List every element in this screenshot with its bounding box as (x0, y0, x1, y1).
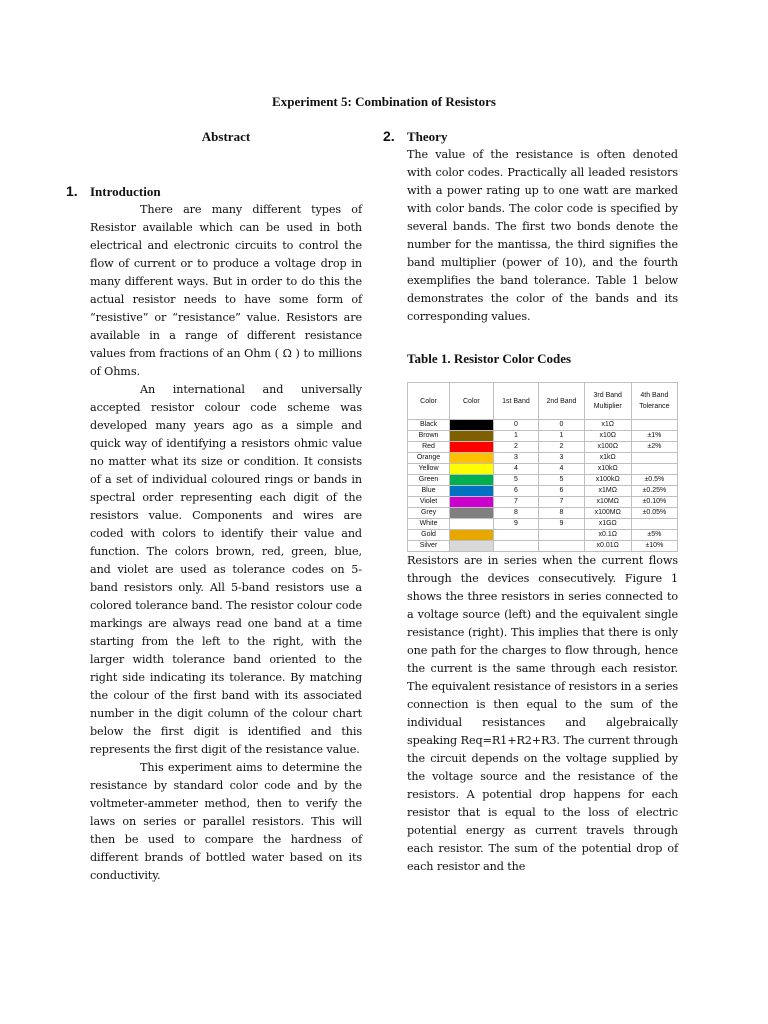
header-cell: 4th Band Tolerance (631, 383, 677, 420)
color-name-cell: Blue (408, 486, 450, 497)
color-name-cell: Orange (408, 453, 450, 464)
color-swatch-cell (450, 431, 494, 442)
first-band-cell (493, 530, 539, 541)
header-cell: 1st Band (493, 383, 539, 420)
color-swatch-cell (450, 519, 494, 530)
color-name-cell: Silver (408, 541, 450, 552)
multiplier-cell: x1Ω (584, 420, 631, 431)
color-name-cell: Green (408, 475, 450, 486)
color-swatch-cell (450, 508, 494, 519)
first-band-cell: 6 (493, 486, 539, 497)
multiplier-cell: x10kΩ (584, 464, 631, 475)
theory-section (383, 128, 678, 876)
first-band-cell: 4 (493, 464, 539, 475)
color-swatch-cell (450, 486, 494, 497)
multiplier-cell: x10MΩ (584, 497, 631, 508)
color-swatch-cell (450, 497, 494, 508)
second-band-cell: 8 (539, 508, 585, 519)
table-row (408, 420, 678, 431)
multiplier-cell: x1kΩ (584, 453, 631, 464)
first-band-cell: 1 (493, 431, 539, 442)
second-band-cell: 5 (539, 475, 585, 486)
multiplier-cell: x100MΩ (584, 508, 631, 519)
table-row (408, 486, 678, 497)
second-band-cell: 3 (539, 453, 585, 464)
tolerance-cell (631, 464, 677, 475)
theory-paragraph-1: The value of the resistance is often denoted with color codes. Practically all leaded resistors with a power rating up to one watt are marked with color bands. The color code is specified by several bands. The first two bonds denote the number for the mantissa, the third signifies the band multiplier (power of 10), and the fourth exemplifies the band tolerance. Table 1 below demonstrates the color of the bands and its corresponding values. (407, 148, 678, 323)
color-swatch-cell (450, 453, 494, 464)
multiplier-cell: x0.1Ω (584, 530, 631, 541)
first-band-cell: 0 (493, 420, 539, 431)
table-row (408, 508, 678, 519)
first-band-cell (493, 541, 539, 552)
tolerance-cell: ±5% (631, 530, 677, 541)
second-band-cell: 4 (539, 464, 585, 475)
second-band-cell: 9 (539, 519, 585, 530)
tolerance-cell: ±10% (631, 541, 677, 552)
introduction-section (66, 183, 362, 885)
multiplier-cell: x10Ω (584, 431, 631, 442)
multiplier-cell: x1MΩ (584, 486, 631, 497)
tolerance-cell (631, 420, 677, 431)
table-row (408, 497, 678, 508)
color-swatch-cell (450, 420, 494, 431)
tolerance-cell: ±0.25% (631, 486, 677, 497)
second-band-cell: 7 (539, 497, 585, 508)
theory-paragraph-2: Resistors are in series when the current flows through the devices consecutively. Figure 1 shows the three resistors in series connected to a voltage source (left) and the equivalent single resistance (right). This implies that there is only one path for the charges to flow through, hence the current is the same through each resistor. The equivalent resistance of resistors in a series connection is then equal to the sum of the individual resistances and algebraically speaking Req=R1+R2+R3. The current through the circuit depends on the voltage supplied by the voltage source and the resistance of the resistors. A potential drop happens for each resistor that is equal to the loss of electric potential energy as current travels through each resistor. The sum of the potential drop of each resistor and the (407, 554, 678, 873)
table-row (408, 475, 678, 486)
intro-paragraph-1: There are many different types of Resistor available which can be used in both electrical and electronic circuits to control the flow of current or to produce a voltage drop in many different ways. But in order to do this the actual resistor needs to have some form of “resistive” or “resistance” value. Resistors are available in a range of different resistance values from fractions of an Ohm ( Ω ) to millions of Ohms. (90, 203, 362, 378)
introduction-heading: Introduction (90, 184, 161, 199)
second-band-cell: 6 (539, 486, 585, 497)
color-name-cell: Grey (408, 508, 450, 519)
second-band-cell (539, 530, 585, 541)
abstract-heading: Abstract (201, 129, 251, 144)
second-band-cell: 0 (539, 420, 585, 431)
table-row (408, 541, 678, 552)
document-title: Experiment 5: Combination of Resistors (272, 94, 496, 109)
tolerance-cell (631, 519, 677, 530)
color-name-cell: Black (408, 420, 450, 431)
section-number: 2. (383, 128, 395, 144)
first-band-cell: 9 (493, 519, 539, 530)
intro-paragraph-3: This experiment aims to determine the resistance by standard color code and by the voltmeter-ammeter method, then to verify the laws on series or parallel resistors. This will then be used to compare the hardness of different brands of bottled water based on its conductivity. (90, 761, 362, 882)
first-band-cell: 5 (493, 475, 539, 486)
table-row (408, 530, 678, 541)
multiplier-cell: x1GΩ (584, 519, 631, 530)
tolerance-cell: ±0.5% (631, 475, 677, 486)
first-band-cell: 2 (493, 442, 539, 453)
table-row (408, 453, 678, 464)
table-header-row (408, 383, 678, 420)
color-name-cell: Red (408, 442, 450, 453)
right-column (383, 128, 678, 876)
header-cell: Color (408, 383, 450, 420)
second-band-cell: 1 (539, 431, 585, 442)
second-band-cell (539, 541, 585, 552)
header-cell: 2nd Band (539, 383, 585, 420)
section-number: 1. (66, 183, 78, 199)
tolerance-cell (631, 453, 677, 464)
multiplier-cell: x100Ω (584, 442, 631, 453)
first-band-cell: 7 (493, 497, 539, 508)
color-name-cell: White (408, 519, 450, 530)
color-swatch-cell (450, 442, 494, 453)
color-swatch-cell (450, 541, 494, 552)
color-name-cell: Violet (408, 497, 450, 508)
color-name-cell: Yellow (408, 464, 450, 475)
color-name-cell: Brown (408, 431, 450, 442)
table-row (408, 519, 678, 530)
theory-heading: Theory (407, 129, 448, 144)
tolerance-cell: ±1% (631, 431, 677, 442)
multiplier-cell: x0.01Ω (584, 541, 631, 552)
table-row (408, 442, 678, 453)
intro-paragraph-2: An international and universally accepted resistor colour code scheme was developed many years ago as a simple and quick way of identifying a resistors ohmic value no matter what its size or condition. It consists of a set of individual coloured rings or bands in spectral order representing each digit of the resistors value. Components and wires are coded with colors to identify their value and function. The colors brown, red, green, blue, and violet are used as tolerance codes on 5-band resistors only. All 5-band resistors use a colored tolerance band. The resistor colour code markings are always read one band at a time starting from the left to the right, with the larger width tolerance band oriented to the right side indicating its tolerance. By matching the colour of the first band with its associated number in the digit column of the colour chart below the first digit is identified and this represents the first digit of the resistance value. (90, 383, 362, 756)
header-cell: Color (450, 383, 494, 420)
color-swatch-cell (450, 464, 494, 475)
table-row (408, 464, 678, 475)
color-name-cell: Gold (408, 530, 450, 541)
table-row (408, 431, 678, 442)
second-band-cell: 2 (539, 442, 585, 453)
tolerance-cell: ±2% (631, 442, 677, 453)
color-swatch-cell (450, 530, 494, 541)
table-body (408, 420, 678, 552)
color-swatch-cell (450, 475, 494, 486)
header-cell: 3rd Band Multiplier (584, 383, 631, 420)
tolerance-cell: ±0.05% (631, 508, 677, 519)
first-band-cell: 8 (493, 508, 539, 519)
first-band-cell: 3 (493, 453, 539, 464)
tolerance-cell: ±0.10% (631, 497, 677, 508)
multiplier-cell: x100kΩ (584, 475, 631, 486)
left-column (66, 128, 362, 885)
resistor-color-table (407, 382, 678, 552)
table-caption: Table 1. Resistor Color Codes (407, 351, 572, 366)
